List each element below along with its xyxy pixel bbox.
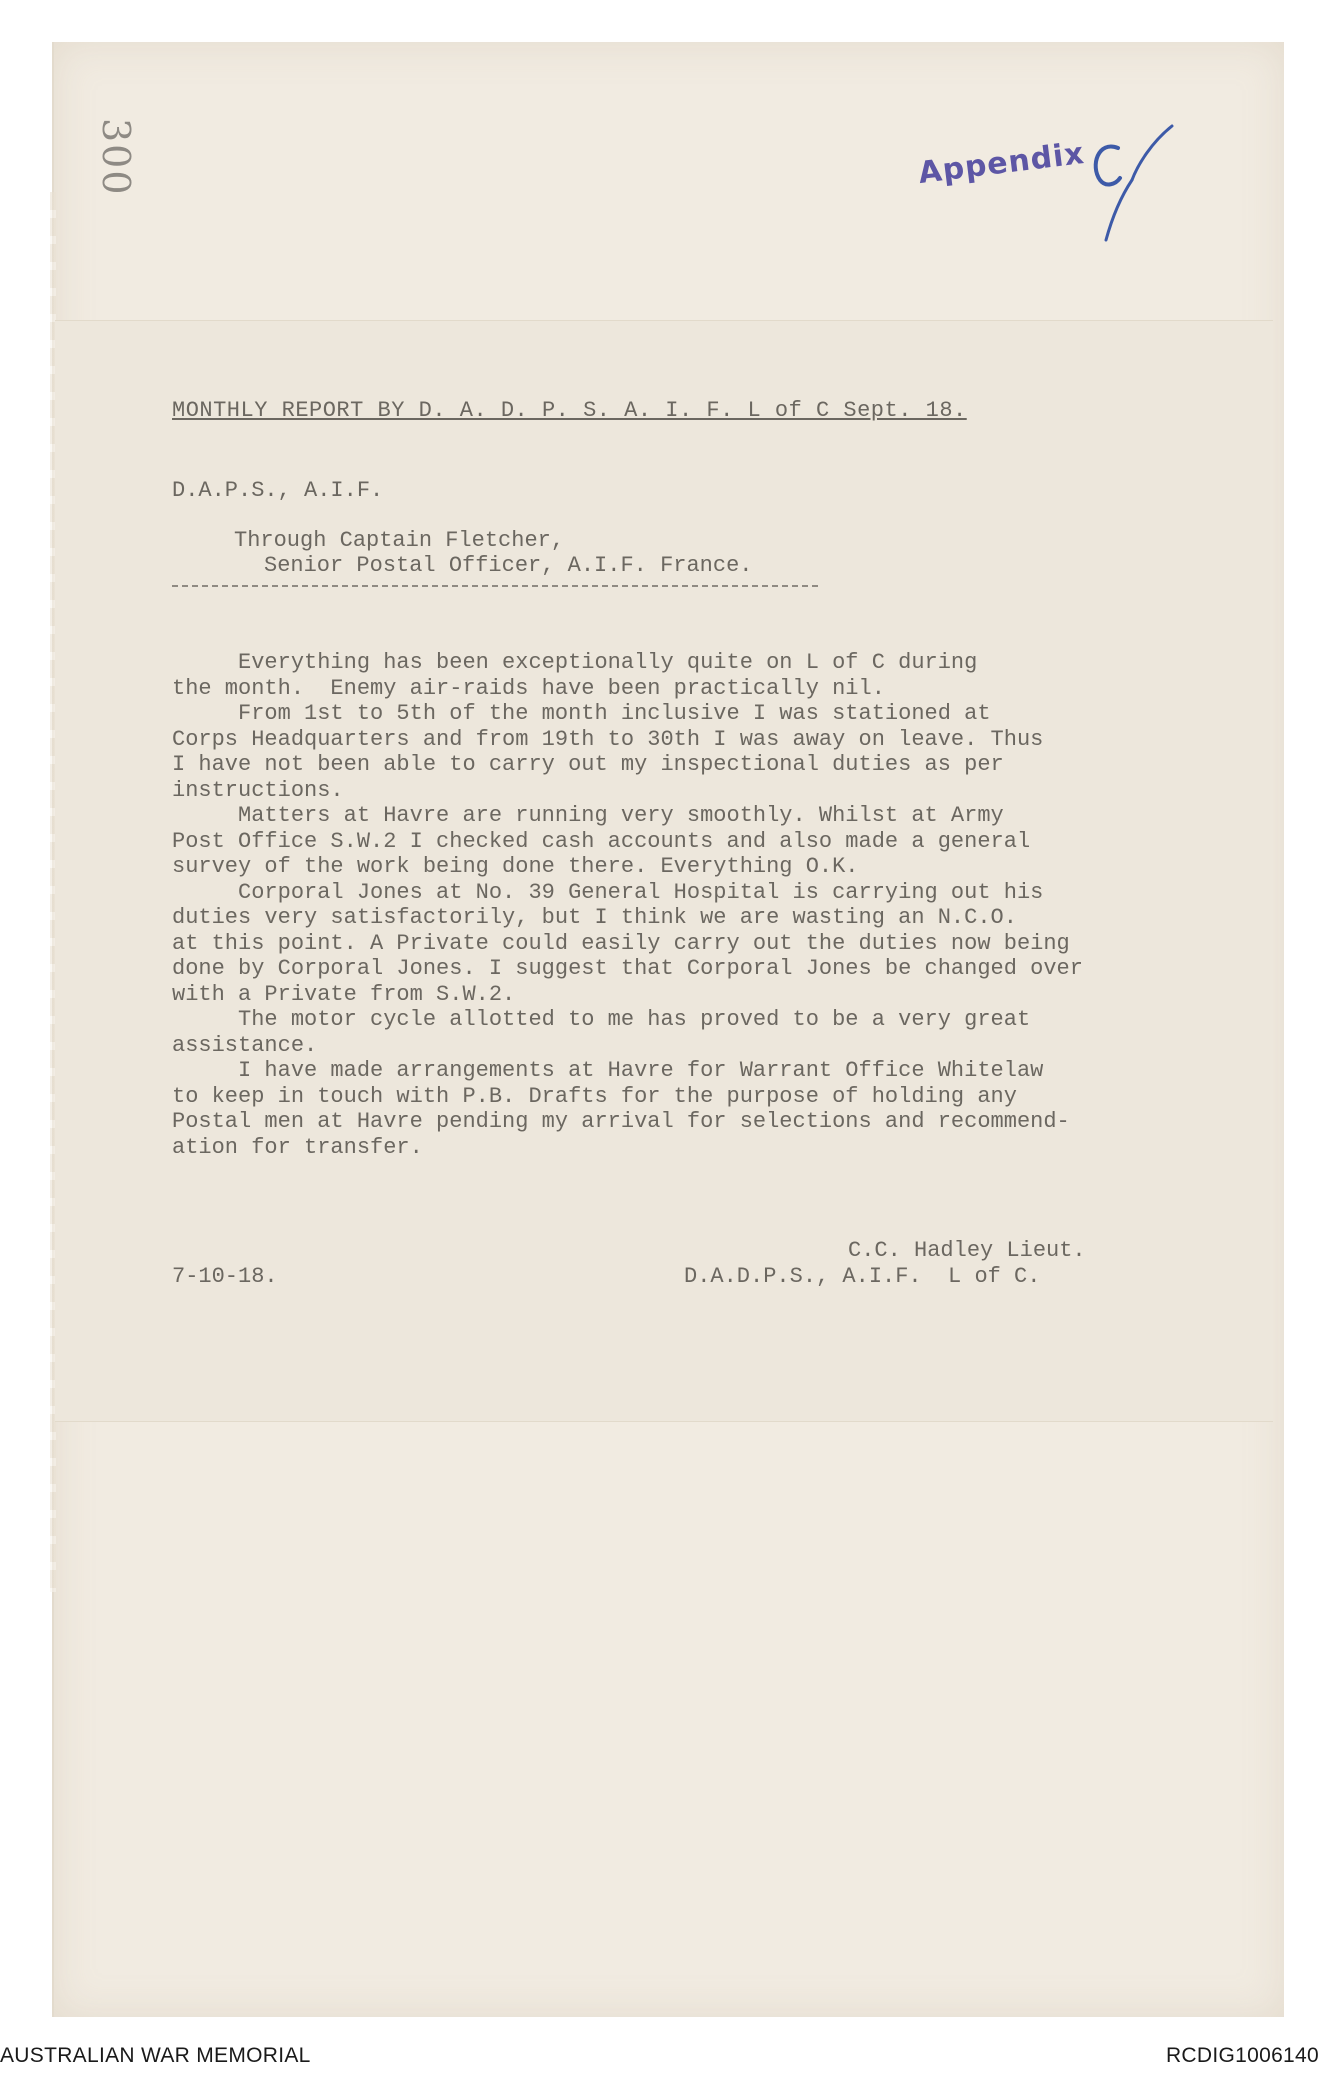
through-line-2: Senior Postal Officer, A.I.F. France. — [264, 553, 753, 578]
dashed-divider — [172, 585, 818, 587]
signature-title: D.A.D.P.S., A.I.F. L of C. — [684, 1264, 1041, 1289]
folio-number: 300 — [94, 118, 138, 197]
report-date: 7-10-18. — [172, 1264, 278, 1289]
report-body: Everything has been exceptionally quite on L of C during the month. Enemy air-raids have been practically nil. From 1st to 5th of the month inclusive I was stationed at Corps Headquarters and from 19th to 30th I was away on leave. Thus I have not been able to carry out my inspectional duties as per instructions. Matters at Havre are running very smoothly. Whilst at Army Post Office S.W.2 I checked cash accounts and also made a general survey of the work being done there. Everything O.K. Corporal Jones at No. 39 General Hospital is carrying out his duties very satisfactorily, but I think we are wasting an N.C.O. at this point. A Private could easily carry out the duties now being done by Corporal Jones. I suggest that Corporal Jones be changed over with a Private from S.W.2. The motor cycle allotted to me has proved to be a very great assistance. I have made arrangements at Havre for Warrant Office Whitelaw to keep in touch with P.B. Drafts for the purpose of holding any Postal men at Havre pending my arrival for selections and recommend- ation for transfer. — [172, 650, 1083, 1160]
handwritten-c-mark — [1060, 118, 1180, 248]
report-heading: MONTHLY REPORT BY D. A. D. P. S. A. I. F. L of C Sept. 18. — [172, 398, 967, 423]
footer-institution: AUSTRALIAN WAR MEMORIAL — [0, 2044, 311, 2067]
addressee: D.A.P.S., A.I.F. — [172, 478, 384, 503]
signature-name: C.C. Hadley Lieut. — [848, 1238, 1086, 1263]
footer-record-id: RCDIG1006140 — [1165, 2044, 1319, 2067]
appendix-stamp: Appendix — [916, 135, 1087, 192]
through-line-1: Through Captain Fletcher, — [234, 528, 565, 553]
